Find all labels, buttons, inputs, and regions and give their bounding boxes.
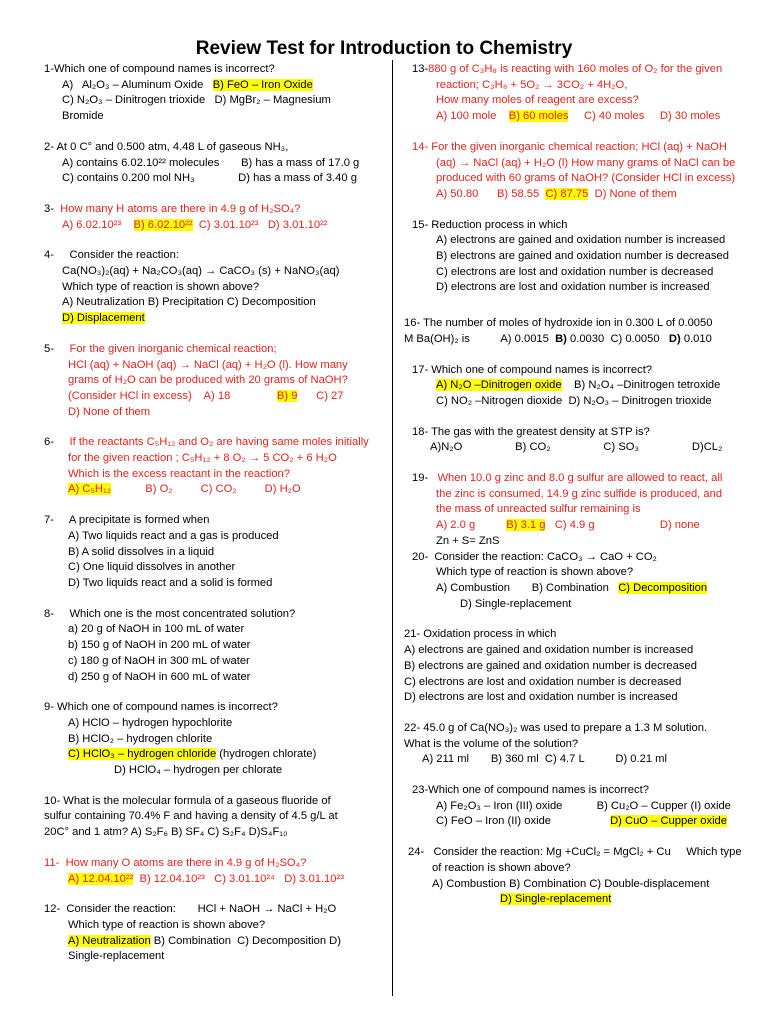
q21-stem: 21- Oxidation process in which [404, 628, 557, 641]
q20-option-d: D) Single-replacement [460, 597, 572, 610]
question-18 [412, 425, 760, 456]
q18-stem: 18- The gas with the greatest density at STP is? [412, 425, 650, 438]
q17-option-a-answer: A) N₂O –Dinitrogen oxide [436, 379, 562, 392]
q14-number: 14- [412, 140, 429, 153]
q22-option-a: A) 211 ml [422, 753, 470, 766]
q16-option-c: C) 0.0050 [610, 332, 660, 345]
q18-option-d: D)CL₂ [691, 441, 723, 454]
q20-stem: Consider the reaction: CaCO₃ → CaO + CO₂ [434, 550, 657, 563]
q15-option-b: B) electrons are gained and oxidation number is decreased [436, 250, 729, 263]
q19-line-2: the zinc is consumed, 14.9 g zinc sulfide is produced, and [436, 487, 723, 500]
q24-options: A) Combustion B) Combination C) Double-displacement [432, 877, 710, 890]
question-23 [412, 783, 760, 830]
q19-line-3: the mass of unreacted sulfur remaining is [436, 503, 641, 516]
q1-option-b-answer: B) FeO – Iron Oxide [212, 78, 313, 91]
q12-option-d-cont: Single-replacement [68, 950, 165, 963]
q8-option-a: a) 20 g of NaOH in 100 mL of water [68, 623, 245, 636]
q23-option-d-answer: D) CuO – Cupper oxide [610, 815, 727, 828]
question-21 [404, 627, 760, 706]
q5-option-c: C) 27 [316, 389, 344, 402]
q23-option-c: C) FeO – Iron (II) oxide [436, 815, 552, 828]
q5-line-3: grams of H₂O can be produced with 20 grams of NaOH? [68, 374, 348, 387]
q19-option-a: A) 2.0 g [436, 519, 476, 532]
q14-option-b: B) 58.55 [496, 187, 540, 200]
q6-option-c: C) CO₂ [200, 483, 237, 496]
q17-option-d: D) N₂O₃ – Dinitrogen trioxide [568, 394, 712, 407]
q5-line-1: For the given inorganic chemical reaction; [69, 342, 277, 355]
q19-number: 19- [412, 472, 429, 485]
question-6 [44, 435, 386, 498]
q17-stem: 17- Which one of compound names is incorrect? [412, 363, 653, 376]
q7-option-b: B) A solid dissolves in a liquid [68, 545, 215, 558]
q14-option-d: D) None of them [594, 187, 677, 200]
q14-line-2: (aq) → NaCl (aq) + H₂O (l) How many grams of NaCl can be [436, 156, 736, 169]
question-4 [44, 248, 386, 327]
q15-option-d: D) electrons are lost and oxidation number is increased [436, 281, 710, 294]
q19-option-c: C) 4.9 g [554, 519, 595, 532]
q2-option-c: C) contains 0.200 mol NH₃ [62, 172, 195, 185]
q2-option-a: A) contains 6.02.10²² molecules [62, 156, 220, 169]
q13-option-b-answer: B) 60 moles [508, 110, 569, 123]
q3-option-c: C) 3.01.10²³ [198, 218, 259, 231]
q17-option-b: B) N₂O₄ –Dinitrogen tetroxide [574, 379, 721, 392]
question-7 [44, 513, 386, 592]
q21-option-d: D) electrons are lost and oxidation number is increased [404, 691, 678, 704]
q10-line-3: 20C° and 1 atm? A) S₂F₆ B) SF₄ C) S₂F₄ D)S₄F₁₀ [44, 826, 288, 839]
q20-number: 20- [412, 550, 429, 563]
q9-option-c-note: (hydrogen chlorate) [216, 748, 317, 761]
q1-option-d: D) MgBr₂ – Magnesium [214, 94, 331, 107]
q7-option-a: A) Two liquids react and a gas is produced [68, 529, 279, 542]
q7-stem: A precipitate is formed when [68, 514, 210, 527]
q13-line-2: reaction; C₃H₈ + 5O₂ → 3CO₂ + 4H₂O, [436, 78, 628, 91]
q9-option-d: D) HClO₄ – hydrogen per chlorate [114, 764, 283, 777]
question-1 [44, 62, 386, 125]
q18-option-c: C) SO₃ [603, 441, 640, 454]
question-24 [408, 845, 760, 908]
q19-option-d: D) none [659, 519, 700, 532]
q3-option-a: A) 6.02.10²³ [62, 218, 122, 231]
left-column [44, 62, 386, 965]
q16-option-d: 0.010 [680, 332, 712, 345]
question-5 [44, 342, 386, 421]
q2-option-d: D) has a mass of 3.40 g [238, 172, 357, 185]
q3-option-b-answer: B) 6.02.10²² [133, 218, 193, 231]
q14-option-a: A) 50.80 [436, 187, 479, 200]
q5-line-2: HCl (aq) + NaOH (aq) → NaCl (aq) + H₂O (l). How many [68, 358, 348, 371]
q9-option-b: B) HClO₂ – hydrogen chlorite [68, 732, 213, 745]
q3-stem: How many H atoms are there in 4.9 g of H₂SO₄? [60, 202, 301, 215]
question-16 [404, 316, 760, 347]
q15-option-a: A) electrons are gained and oxidation number is increased [436, 234, 726, 247]
q11-option-d: D) 3.01.10²³ [284, 872, 344, 885]
q11-stem: How many O atoms are there in 4.9 g of H₂SO₄? [65, 856, 307, 869]
q4-option-d-answer: D) Displacement [62, 312, 145, 325]
q8-option-b: b) 150 g of NaOH in 200 mL of water [68, 639, 251, 652]
column-divider [392, 60, 393, 996]
q8-stem: Which one is the most concentrated solution? [69, 607, 296, 620]
q6-number: 6- [44, 436, 54, 449]
q23-stem: 23-Which one of compound names is incorrect? [412, 784, 649, 797]
q3-option-d: D) 3.01.10²² [267, 218, 328, 231]
q6-line-1: If the reactants C₅H₁₂ and O₂ are having same moles initially [69, 436, 369, 449]
q23-option-b: B) Cu₂O – Cupper (I) oxide [596, 799, 731, 812]
q19-equation: Zn + S= ZnS [436, 534, 500, 547]
q16-line-1: 16- The number of moles of hydroxide ion in 0.300 L of 0.0050 [404, 317, 713, 330]
question-2 [44, 140, 386, 187]
q24-ask: of reaction is shown above? [432, 861, 571, 874]
q11-option-b: B) 12.04.10²³ [139, 872, 205, 885]
q22-option-b: B) 360 ml [490, 753, 539, 766]
question-17 [412, 363, 760, 410]
q12-stem: Consider the reaction: HCl + NaOH → NaCl + H₂O [66, 903, 337, 916]
q5-option-a: A) 18 [203, 389, 231, 402]
q1-stem: 1-Which one of compound names is incorrect? [44, 63, 275, 75]
q22-line-1: 22- 45.0 g of Ca(NO₃)₂ was used to prepare a 1.3 M solution. [404, 721, 708, 734]
q21-option-a: A) electrons are gained and oxidation number is increased [404, 644, 694, 657]
q1-option-c: C) N₂O₃ – Dinitrogen trioxide [62, 94, 206, 107]
q12-number: 12- [44, 903, 61, 916]
q12-other-options: B) Combination C) Decomposition D) [150, 934, 341, 947]
q10-line-2: sulfur containing 70.4% F and having a density of 4.5 g/L at [44, 810, 338, 823]
q2-stem: 2- At 0 C° and 0.500 atm, 4.48 L of gaseous NH₃, [44, 140, 289, 153]
q24-option-d-answer: D) Single-replacement [500, 893, 612, 906]
q16-line-2: M Ba(OH)₂ is [404, 332, 470, 345]
q22-option-d: D) 0.21 ml [615, 753, 667, 766]
q7-number: 7- [44, 514, 54, 527]
q19-line-1: When 10.0 g zinc and 8.0 g sulfur are allowed to react, all [437, 472, 723, 485]
q5-option-b-answer: B) 9 [276, 389, 298, 402]
q4-ask: Which type of reaction is shown above? [62, 280, 260, 293]
q14-option-c-answer: C) 87.75 [545, 187, 589, 200]
question-10 [44, 794, 386, 841]
q5-line-4: (Consider HCl in excess) [68, 389, 192, 402]
q6-line-3: Which is the excess reactant in the reaction? [68, 467, 290, 480]
right-column [404, 62, 760, 908]
q20-ask: Which type of reaction is shown above? [436, 566, 634, 579]
q13-line-1: 880 g of C₃H₈ is reacting with 160 moles of O₂ for the given [428, 63, 723, 75]
q12-ask: Which type of reaction is shown above? [68, 918, 266, 931]
q14-line-1: For the given inorganic chemical reaction; HCl (aq) + NaOH [431, 140, 727, 153]
question-3 [44, 202, 386, 233]
q16-option-b: 0.0030 [566, 332, 605, 345]
q24-stem: Consider the reaction: Mg +CuCl₂ = MgCl₂ + Cu Which type [433, 846, 742, 859]
q20-option-b: B) Combination [531, 581, 609, 594]
q8-option-c: c) 180 g of NaOH in 300 mL of water [68, 654, 250, 667]
q9-option-c-answer: C) HClO₃ – hydrogen chloride [68, 748, 217, 761]
page-title: Review Test for Introduction to Chemistry [195, 38, 573, 59]
q16-b-label: B) [555, 332, 567, 345]
q8-number: 8- [44, 607, 54, 620]
q20-option-c-answer: C) Decomposition [618, 581, 708, 594]
q7-option-c: C) One liquid dissolves in another [68, 561, 236, 574]
q8-option-d: d) 250 g of NaOH in 600 mL of water [68, 670, 251, 683]
question-20 [412, 550, 760, 613]
q13-option-c: C) 40 moles [584, 110, 645, 123]
q1-option-d-cont: Bromide [62, 110, 104, 123]
question-19 [412, 471, 760, 550]
q6-option-d: D) H₂O [264, 483, 301, 496]
q24-number: 24- [408, 846, 425, 859]
question-15 [412, 218, 760, 297]
q4-stem: Consider the reaction: [69, 249, 179, 262]
q5-option-d: D) None of them [68, 405, 151, 418]
q7-option-d: D) Two liquids react and a solid is formed [68, 576, 273, 589]
q1-a-label: A) [62, 78, 74, 91]
q17-option-c: C) NO₂ –Nitrogen dioxide [436, 394, 563, 407]
q6-line-2: for the given reaction ; C₅H₁₂ + 8 O₂ → 5 CO₂ + 6 H₂O [68, 452, 337, 465]
q13-option-d: D) 30 moles [659, 110, 721, 123]
q11-option-c: C) 3.01.10²⁴ [214, 872, 275, 885]
question-14 [412, 140, 760, 203]
question-12 [44, 902, 386, 965]
question-22 [404, 721, 760, 768]
question-9 [44, 700, 386, 779]
q15-option-c: C) electrons are lost and oxidation number is decreased [436, 265, 714, 278]
q15-stem: 15- Reduction process in which [412, 218, 568, 231]
q13-option-a: A) 100 mole [436, 110, 497, 123]
q23-option-a: A) Fe₂O₃ – Iron (III) oxide [436, 799, 563, 812]
q13-number: 13- [412, 63, 429, 75]
q16-option-a: A) 0.0015 [500, 332, 549, 345]
q4-equation: Ca(NO₃)₂(aq) + Na₂CO₃(aq) → CaCO₃ (s) + NaNO₃(aq) [62, 265, 340, 278]
q3-number: 3- [44, 202, 54, 215]
q5-number: 5- [44, 342, 54, 355]
q14-line-3: produced with 60 grams of NaOH? (Consider HCl in excess) [436, 172, 736, 185]
q4-options: A) Neutralization B) Precipitation C) Decomposition [62, 296, 316, 309]
q11-option-a-answer: A) 12.04.10²² [68, 872, 134, 885]
q22-option-c: C) 4.7 L [544, 753, 585, 766]
q18-option-a: A)N₂O [430, 441, 463, 454]
question-13 [412, 62, 760, 125]
q1-option-a: Al₂O₃ – Aluminum Oxide [81, 78, 204, 91]
q2-option-b: B) has a mass of 17.0 g [241, 156, 360, 169]
q6-option-b: B) O₂ [145, 483, 173, 496]
question-11 [44, 856, 386, 887]
q13-line-3: How many moles of reagent are excess? [436, 94, 639, 107]
q21-option-c: C) electrons are lost and oxidation number is decreased [404, 675, 682, 688]
q20-option-a: A) Combustion [436, 581, 510, 594]
q9-option-a: A) HClO – hydrogen hypochlorite [68, 716, 233, 729]
q10-line-1: 10- What is the molecular formula of a gaseous fluoride of [44, 794, 331, 807]
q18-option-b: B) CO₂ [515, 441, 551, 454]
q11-number: 11- [44, 856, 60, 869]
q19-option-b-answer: B) 3.1 g [506, 519, 546, 532]
q16-d-label: D) [668, 332, 681, 345]
q4-number: 4- [44, 249, 54, 262]
q6-option-a-answer: A) C₅H₁₂ [68, 483, 112, 496]
question-8 [44, 607, 386, 686]
q21-option-b: B) electrons are gained and oxidation number is decreased [404, 659, 697, 672]
q22-line-2: What is the volume of the solution? [404, 737, 579, 750]
q12-option-a-answer: A) Neutralization [68, 934, 151, 947]
q9-stem: 9- Which one of compound names is incorrect? [44, 701, 278, 714]
